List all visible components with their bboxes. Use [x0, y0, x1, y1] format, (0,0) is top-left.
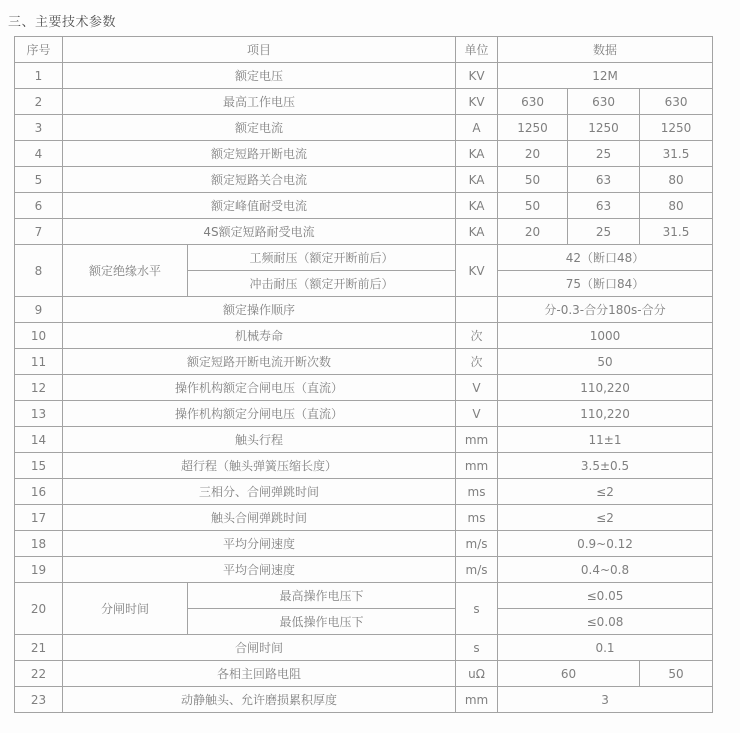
table-cell: 工频耐压（额定开断前后）: [188, 245, 456, 271]
table-cell: 630: [640, 89, 713, 115]
table-cell: 20: [498, 141, 568, 167]
table-cell: 50: [498, 349, 713, 375]
table-cell: 0.4~0.8: [498, 557, 713, 583]
table-cell: 额定短路开断电流: [63, 141, 456, 167]
table-cell: 分-0.3-合分180s-合分: [498, 297, 713, 323]
table-cell: ms: [456, 505, 498, 531]
table-cell: [456, 297, 498, 323]
table-cell: 机械寿命: [63, 323, 456, 349]
table-cell: 4S额定短路耐受电流: [63, 219, 456, 245]
table-cell: 42（断口48）: [498, 245, 713, 271]
table-cell: ≤0.05: [498, 583, 713, 609]
table-cell: 三相分、合闸弹跳时间: [63, 479, 456, 505]
table-cell: 平均合闸速度: [63, 557, 456, 583]
table-cell: V: [456, 401, 498, 427]
table-cell: 10: [15, 323, 63, 349]
table-cell: 各相主回路电阻: [63, 661, 456, 687]
table-cell: 60: [498, 661, 640, 687]
header-cell: 数据: [498, 37, 713, 63]
table-cell: 合闸时间: [63, 635, 456, 661]
header-cell: 单位: [456, 37, 498, 63]
table-cell: 3: [15, 115, 63, 141]
table-cell: 额定操作顺序: [63, 297, 456, 323]
table-cell: 31.5: [640, 141, 713, 167]
header-row: [15, 37, 713, 63]
table-cell: 最高工作电压: [63, 89, 456, 115]
table-cell: 110,220: [498, 375, 713, 401]
table-cell: 50: [640, 661, 713, 687]
table-cell: 21: [15, 635, 63, 661]
table-row: [15, 661, 713, 687]
table-cell: s: [456, 583, 498, 635]
table-row: [15, 557, 713, 583]
table-cell: 12M: [498, 63, 713, 89]
table-cell: 15: [15, 453, 63, 479]
table-cell: 17: [15, 505, 63, 531]
table-cell: 9: [15, 297, 63, 323]
table-cell: 额定电流: [63, 115, 456, 141]
table-row: [15, 245, 713, 271]
table-row: [15, 349, 713, 375]
table-cell: 50: [498, 193, 568, 219]
table-cell: 7: [15, 219, 63, 245]
table-cell: 次: [456, 323, 498, 349]
table-cell: 额定绝缘水平: [63, 245, 188, 297]
table-row: [15, 401, 713, 427]
table-cell: 次: [456, 349, 498, 375]
table-row: [15, 505, 713, 531]
table-cell: 630: [568, 89, 640, 115]
table-cell: 2: [15, 89, 63, 115]
table-cell: 11±1: [498, 427, 713, 453]
table-cell: 0.9~0.12: [498, 531, 713, 557]
table-cell: 20: [498, 219, 568, 245]
table-row: [15, 687, 713, 713]
table-cell: KV: [456, 63, 498, 89]
table-cell: 80: [640, 167, 713, 193]
table-cell: 16: [15, 479, 63, 505]
table-cell: 13: [15, 401, 63, 427]
table-cell: KV: [456, 245, 498, 297]
table-cell: A: [456, 115, 498, 141]
table-cell: 31.5: [640, 219, 713, 245]
table-cell: 操作机构额定分闸电压（直流）: [63, 401, 456, 427]
table-cell: 操作机构额定合闸电压（直流）: [63, 375, 456, 401]
table-cell: mm: [456, 427, 498, 453]
table-cell: 19: [15, 557, 63, 583]
table-cell: uΩ: [456, 661, 498, 687]
parameters-table-body: [15, 63, 713, 713]
table-cell: m/s: [456, 557, 498, 583]
table-cell: 20: [15, 583, 63, 635]
table-cell: 11: [15, 349, 63, 375]
table-cell: 630: [498, 89, 568, 115]
table-cell: mm: [456, 453, 498, 479]
parameters-table: [14, 36, 713, 713]
table-cell: 63: [568, 193, 640, 219]
table-row: [15, 115, 713, 141]
table-cell: 14: [15, 427, 63, 453]
table-row: [15, 635, 713, 661]
page-title: 三、主要技术参数: [8, 15, 117, 30]
table-cell: V: [456, 375, 498, 401]
table-cell: 1000: [498, 323, 713, 349]
table-cell: 1250: [498, 115, 568, 141]
table-cell: s: [456, 635, 498, 661]
table-row: [15, 297, 713, 323]
table-cell: 6: [15, 193, 63, 219]
table-row: [15, 479, 713, 505]
table-cell: 63: [568, 167, 640, 193]
table-cell: 18: [15, 531, 63, 557]
table-cell: 4: [15, 141, 63, 167]
table-cell: mm: [456, 687, 498, 713]
table-row: [15, 453, 713, 479]
table-cell: 额定峰值耐受电流: [63, 193, 456, 219]
table-cell: 触头合闸弹跳时间: [63, 505, 456, 531]
table-row: [15, 219, 713, 245]
table-cell: 动静触头、允许磨损累积厚度: [63, 687, 456, 713]
table-row: [15, 141, 713, 167]
table-row: [15, 323, 713, 349]
table-cell: 最高操作电压下: [188, 583, 456, 609]
table-cell: KA: [456, 167, 498, 193]
table-cell: 12: [15, 375, 63, 401]
table-cell: 5: [15, 167, 63, 193]
table-cell: 25: [568, 141, 640, 167]
table-row: [15, 375, 713, 401]
header-cell: 序号: [15, 37, 63, 63]
table-cell: 110,220: [498, 401, 713, 427]
table-cell: 冲击耐压（额定开断前后）: [188, 271, 456, 297]
table-cell: 50: [498, 167, 568, 193]
table-cell: 触头行程: [63, 427, 456, 453]
table-cell: 1250: [640, 115, 713, 141]
table-cell: 1250: [568, 115, 640, 141]
table-cell: 最低操作电压下: [188, 609, 456, 635]
table-row: [15, 167, 713, 193]
table-cell: 平均分闸速度: [63, 531, 456, 557]
table-cell: 75（断口84）: [498, 271, 713, 297]
table-cell: KA: [456, 141, 498, 167]
table-row: [15, 427, 713, 453]
header-cell: 项目: [63, 37, 456, 63]
table-cell: 80: [640, 193, 713, 219]
table-row: [15, 583, 713, 609]
table-cell: ms: [456, 479, 498, 505]
table-cell: KA: [456, 219, 498, 245]
table-cell: 8: [15, 245, 63, 297]
table-cell: ≤0.08: [498, 609, 713, 635]
table-cell: 0.1: [498, 635, 713, 661]
table-row: [15, 89, 713, 115]
table-cell: 22: [15, 661, 63, 687]
table-cell: 25: [568, 219, 640, 245]
table-cell: 23: [15, 687, 63, 713]
table-cell: KA: [456, 193, 498, 219]
table-cell: ≤2: [498, 505, 713, 531]
table-cell: 额定短路关合电流: [63, 167, 456, 193]
table-cell: ≤2: [498, 479, 713, 505]
table-cell: 超行程（触头弹簧压缩长度）: [63, 453, 456, 479]
table-row: [15, 531, 713, 557]
table-cell: KV: [456, 89, 498, 115]
parameters-table-head: [15, 37, 713, 63]
table-cell: 额定短路开断电流开断次数: [63, 349, 456, 375]
table-cell: 3.5±0.5: [498, 453, 713, 479]
table-row: [15, 63, 713, 89]
table-cell: 额定电压: [63, 63, 456, 89]
table-cell: 分闸时间: [63, 583, 188, 635]
table-cell: 1: [15, 63, 63, 89]
table-row: [15, 193, 713, 219]
table-cell: 3: [498, 687, 713, 713]
table-cell: m/s: [456, 531, 498, 557]
